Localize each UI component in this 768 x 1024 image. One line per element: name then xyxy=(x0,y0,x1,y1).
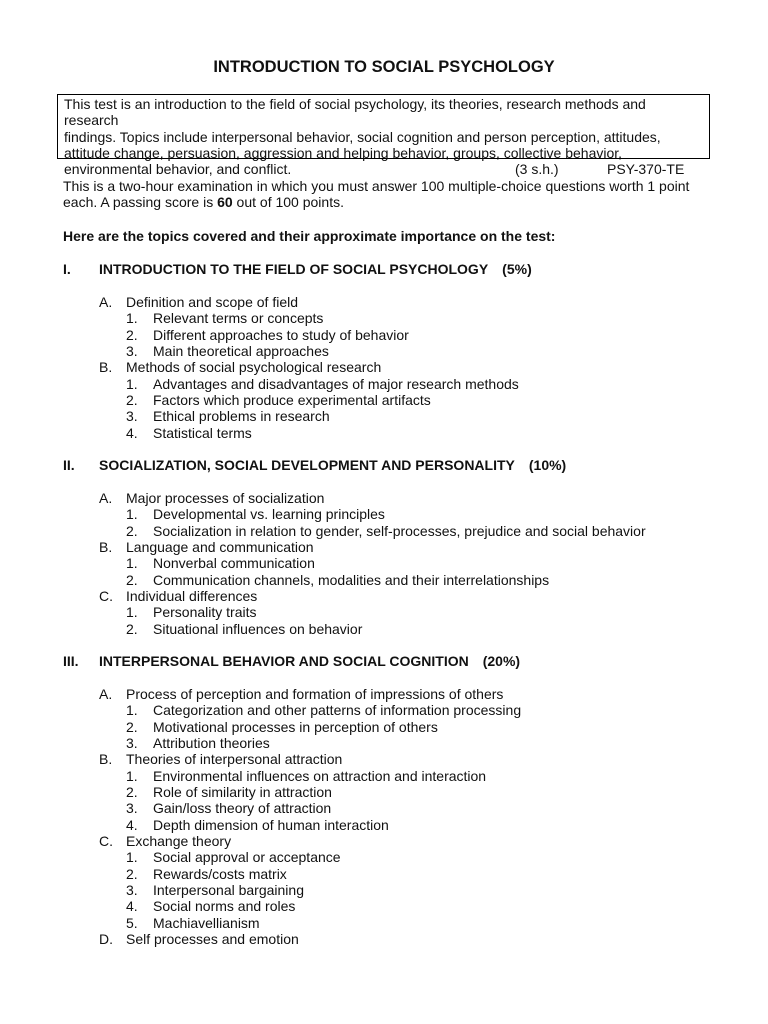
subitem-label: Main theoretical approaches xyxy=(153,343,329,360)
item-letter: A. xyxy=(99,490,113,506)
subitem-number: 2. xyxy=(126,784,138,801)
subitem-number: 3. xyxy=(126,882,138,899)
item-letter: C. xyxy=(99,588,113,605)
subitem-number: 1. xyxy=(126,849,138,866)
outline-subitem xyxy=(63,425,723,441)
section-numeral: III. xyxy=(63,653,79,669)
outline-item xyxy=(63,359,723,375)
passing-score: 60 xyxy=(217,194,233,211)
subitem-label: Environmental influences on attraction and interaction xyxy=(153,767,487,784)
section-weight: (5%) xyxy=(502,261,532,277)
item-label: Methods of social psychological research xyxy=(126,359,382,376)
item-label: Theories of interpersonal attraction xyxy=(126,751,343,768)
subitem-number: 3. xyxy=(126,735,138,752)
topics-heading: Here are the topics covered and their approximate importance on the test: xyxy=(63,228,556,244)
subitem-number: 1. xyxy=(126,767,138,784)
item-label: Self processes and emotion xyxy=(126,931,299,948)
item-label: Language and communication xyxy=(126,539,314,556)
subitem-label: Advantages and disadvantages of major research methods xyxy=(153,375,519,392)
outline-subitem xyxy=(63,506,723,522)
section-items xyxy=(63,490,723,637)
description-line: attitude change, persuasion, aggression and helping behavior, groups, collective behavior, xyxy=(64,144,623,161)
description-line: findings. Topics include interpersonal behavior, social cognition and person perception, attitudes, xyxy=(64,128,661,145)
item-letter: C. xyxy=(99,833,113,850)
outline-subitem xyxy=(63,604,723,620)
section-title: INTERPERSONAL BEHAVIOR AND SOCIAL COGNITION xyxy=(99,653,469,669)
subitem-number: 1. xyxy=(126,506,138,523)
outline-subitem xyxy=(63,555,723,571)
course-description-box xyxy=(57,94,710,178)
outline-subitem xyxy=(63,915,723,931)
subitem-label: Situational influences on behavior xyxy=(153,620,363,637)
outline-section xyxy=(63,653,723,948)
outline-subitem xyxy=(63,849,723,865)
subitem-number: 1. xyxy=(126,375,138,392)
section-heading xyxy=(63,653,723,670)
subitem-number: 4. xyxy=(126,898,138,915)
section-title-wrap xyxy=(99,653,520,669)
outline-subitem xyxy=(63,866,723,882)
subitem-number: 2. xyxy=(126,522,138,539)
subitem-label: Motivational processes in perception of others xyxy=(153,718,438,735)
outline-item xyxy=(63,294,723,310)
section-title: INTRODUCTION TO THE FIELD OF SOCIAL PSYCHOLOGY xyxy=(99,261,489,277)
subitem-label: Machiavellianism xyxy=(153,914,260,931)
outline-section xyxy=(63,261,723,441)
subitem-label: Categorization and other patterns of information processing xyxy=(153,702,522,719)
item-letter: A. xyxy=(99,686,113,702)
subitem-label: Socialization in relation to gender, self-processes, prejudice and social behavior xyxy=(153,522,646,539)
section-numeral: I. xyxy=(63,261,71,277)
outline-item xyxy=(63,588,723,604)
item-letter: B. xyxy=(99,359,113,376)
item-letter: B. xyxy=(99,751,113,768)
course-code: PSY-370-TE xyxy=(607,161,685,178)
section-items xyxy=(63,686,723,948)
subitem-number: 2. xyxy=(126,865,138,882)
outline-subitem xyxy=(63,784,723,800)
section-weight: (10%) xyxy=(528,457,567,473)
outline-subitem xyxy=(63,882,723,898)
outline-item xyxy=(63,539,723,555)
subitem-number: 3. xyxy=(126,800,138,817)
subitem-label: Nonverbal communication xyxy=(153,555,315,572)
subitem-label: Developmental vs. learning principles xyxy=(153,506,385,523)
subitem-label: Interpersonal bargaining xyxy=(153,882,304,899)
subitem-label: Ethical problems in research xyxy=(153,408,330,425)
course-credit-hours: (3 s.h.) xyxy=(515,161,559,178)
outline-subitem xyxy=(63,572,723,588)
outline-subitem xyxy=(63,310,723,326)
outline-section xyxy=(63,457,723,637)
outline-subitem xyxy=(63,408,723,424)
outline-subitem xyxy=(63,376,723,392)
subitem-number: 2. xyxy=(126,392,138,409)
subitem-label: Depth dimension of human interaction xyxy=(153,816,389,833)
subitem-label: Role of similarity in attraction xyxy=(153,784,332,801)
outline-item xyxy=(63,931,723,947)
item-label: Process of perception and formation of impressions of others xyxy=(126,686,504,702)
document-title: INTRODUCTION TO SOCIAL PSYCHOLOGY xyxy=(213,58,555,76)
outline-subitem xyxy=(63,343,723,359)
description-line: environmental behavior, and conflict. xyxy=(64,161,292,178)
subitem-number: 1. xyxy=(126,604,138,621)
outline-item xyxy=(63,833,723,849)
section-numeral: II. xyxy=(63,457,75,473)
subitem-number: 2. xyxy=(126,571,138,588)
outline-item xyxy=(63,686,723,702)
subitem-number: 4. xyxy=(126,816,138,833)
section-title: SOCIALIZATION, SOCIAL DEVELOPMENT AND PERSONALITY xyxy=(99,457,515,473)
subitem-label: Social norms and roles xyxy=(153,898,296,915)
subitem-label: Gain/loss theory of attraction xyxy=(153,800,332,817)
subitem-label: Personality traits xyxy=(153,604,257,621)
item-letter: A. xyxy=(99,294,113,310)
outline-subitem xyxy=(63,898,723,914)
outline-subitem xyxy=(63,523,723,539)
subitem-number: 3. xyxy=(126,343,138,360)
subitem-number: 3. xyxy=(126,408,138,425)
subitem-number: 2. xyxy=(126,718,138,735)
description-last-line xyxy=(64,161,703,177)
outline-subitem xyxy=(63,817,723,833)
subitem-number: 2. xyxy=(126,620,138,637)
outline-subitem xyxy=(63,621,723,637)
section-items xyxy=(63,294,723,441)
section-heading xyxy=(63,261,723,278)
subitem-label: Different approaches to study of behavior xyxy=(153,326,409,343)
subitem-number: 5. xyxy=(126,914,138,931)
subitem-label: Attribution theories xyxy=(153,735,270,752)
outline-subitem xyxy=(63,719,723,735)
intro-line: out of 100 points. xyxy=(232,194,344,211)
subitem-label: Rewards/costs matrix xyxy=(153,865,287,882)
subitem-label: Social approval or acceptance xyxy=(153,849,341,866)
outline-item xyxy=(63,751,723,767)
section-title-wrap xyxy=(99,261,532,277)
subitem-number: 1. xyxy=(126,555,138,572)
outline-subitem xyxy=(63,327,723,343)
outline-subitem xyxy=(63,702,723,718)
item-label: Individual differences xyxy=(126,588,258,605)
subitem-label: Relevant terms or concepts xyxy=(153,310,324,327)
outline-subitem xyxy=(63,735,723,751)
subitem-number: 2. xyxy=(126,326,138,343)
item-letter: D. xyxy=(99,931,113,948)
description-line: This test is an introduction to the field of social psychology, its theories, research methods and research xyxy=(64,96,646,129)
section-weight: (20%) xyxy=(482,653,521,669)
subitem-label: Factors which produce experimental artifacts xyxy=(153,392,431,409)
outline-subitem xyxy=(63,392,723,408)
subitem-number: 1. xyxy=(126,702,138,719)
section-heading xyxy=(63,457,723,474)
item-letter: B. xyxy=(99,539,113,556)
outline-subitem xyxy=(63,768,723,784)
section-title-wrap xyxy=(99,457,566,473)
item-label: Exchange theory xyxy=(126,833,232,850)
subitem-number: 4. xyxy=(126,424,138,441)
subitem-number: 1. xyxy=(126,310,138,327)
outline-subitem xyxy=(63,800,723,816)
subitem-label: Communication channels, modalities and their interrelationships xyxy=(153,571,550,588)
item-label: Definition and scope of field xyxy=(126,294,298,310)
item-label: Major processes of socialization xyxy=(126,490,325,506)
intro-line: each. A passing score is xyxy=(63,194,218,211)
intro-line: This is a two-hour examination in which you must answer 100 multiple-choice questions worth 1 point xyxy=(63,178,690,194)
exam-intro-paragraph xyxy=(63,178,713,211)
subitem-label: Statistical terms xyxy=(153,424,252,441)
outline-item xyxy=(63,490,723,506)
